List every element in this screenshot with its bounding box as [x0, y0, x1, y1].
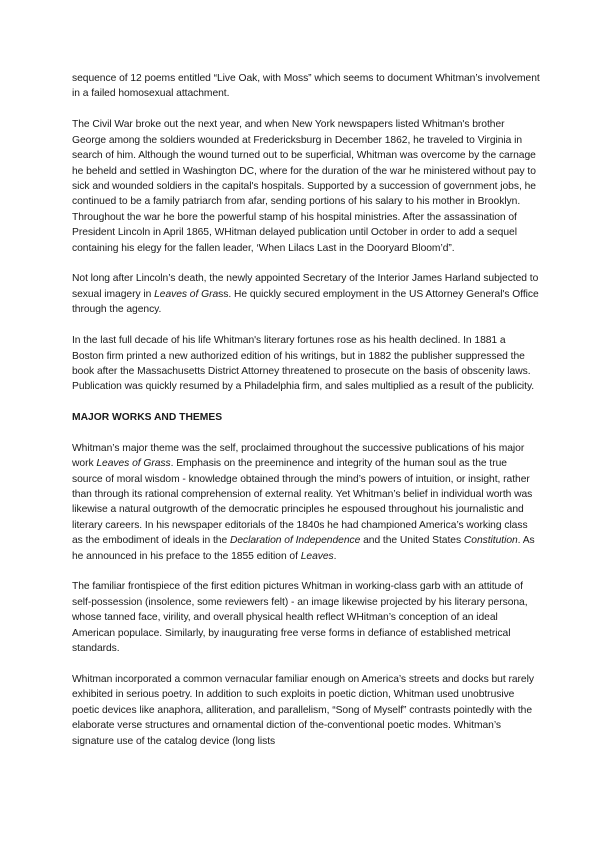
paragraph: [72, 672, 540, 749]
italic-title: Constitution: [463, 535, 518, 547]
paragraph: [72, 579, 540, 656]
section-heading: MAJOR WORKS AND THEMES: [72, 412, 223, 424]
text-run: .: [333, 550, 337, 562]
text-run: Whitman’s major theme was the self, proclaimed throughout the successive publications of his major work: [72, 442, 525, 470]
text-run: sequence of 12 poems entitled “Live Oak, with Moss” which seems to document Whitman’s involvement in a failed homosexual attachment.: [72, 73, 540, 100]
paragraph: [72, 441, 540, 564]
paragraph: [72, 71, 540, 102]
text-run: In the last full decade of his life Whitman's literary fortunes rose as his health declined. In 1881 a Boston firm printed a new authorized edition of his writings, but in 1882 the publisher suppressed the book after the Massachusetts District Attorney threatened to prosecute on the basis of obscenity laws. Publication was quickly resumed by a Philadelphia firm, and sales multiplied as a result of the publicity.: [72, 335, 535, 393]
text-run: The familiar frontispiece of the first edition pictures Whitman in working-class garb with an attitude of self-possession (insolence, some reviewers felt) - an image likewise projected by his literary persona, whose tanned face, virility, and overall physical health reflect WHitman’s conception of an ideal American populace. Similarly, by inaugurating free verse forms in defiance of established metrical standards.: [72, 581, 528, 655]
paragraph: [72, 271, 540, 317]
text-run: The Civil War broke out the next year, and when New York newspapers listed Whitman's brother George among the soldiers wounded at Fredericksburg in December 1862, he traveled to Virginia in search of him. Although the wound turned out to be superficial, Whitman was overcome by the carnage he beheld and settled in Washington DC, where for the duration of the war he ministered without pay to sick and wounded soldiers in the capital's hospitals. Supported by a succession of government jobs, he continued to be a family patriarch from afar, sending portions of his salary to his mother in Brooklyn. Throughout the war he bore the powerful stamp of his hospital ministries. After the assassination of President Lincoln in April 1865, WHitman delayed publication until October in order to add a sequel containing his elegy for the fallen leader, ‘When Lilacs Last in the Dooryard Bloom’d”.: [72, 119, 536, 254]
paragraph: [72, 333, 540, 395]
text-run: Not long after Lincoln’s death, the newly appointed Secretary of the Interior James Harland subjected to sexual imagery in: [72, 273, 539, 300]
italic-title: Leaves of Grass: [96, 458, 171, 470]
paragraph: [72, 117, 540, 256]
italic-title: Leaves: [300, 550, 334, 562]
text-run: and the United States: [360, 535, 464, 547]
text-run: . Emphasis on the preeminence and integrity of the human soul as the true source of moral wisdom - knowledge obtained through the mind’s powers of intuition, or insight, rather than through its rational comprehension of external reality. Yet Whitman’s belief in individual worth was likewise a natural outgrowth of the democratic principles he espoused throughout his journalistic and literary careers. In his newspaper editorials of the 1840s he had championed America’s working class as the embodiment of ideals in the: [72, 458, 533, 547]
italic-title: Declaration of Independence: [229, 535, 361, 547]
document-body: [72, 71, 540, 749]
text-run: . As he announced in his preface to the 1855 edition of: [72, 535, 535, 562]
text-run: ss. He quickly secured employment in the US Attorney General's Office through the agency.: [72, 288, 539, 316]
italic-title: Leaves of Gra: [154, 288, 219, 300]
text-run: Whitman incorporated a common vernacular familiar enough on America’s streets and docks but rarely exhibited in serious poetry. In addition to such exploits in poetic diction, Whitman used unobtrusive poetic devices like anaphora, alliteration, and parallelism, “Song of Myself” contrasts pointedly with the elaborate verse structures and ornamental diction of the-conventional poetic modes. Whitman’s signature use of the catalog device (long lists: [72, 674, 534, 747]
